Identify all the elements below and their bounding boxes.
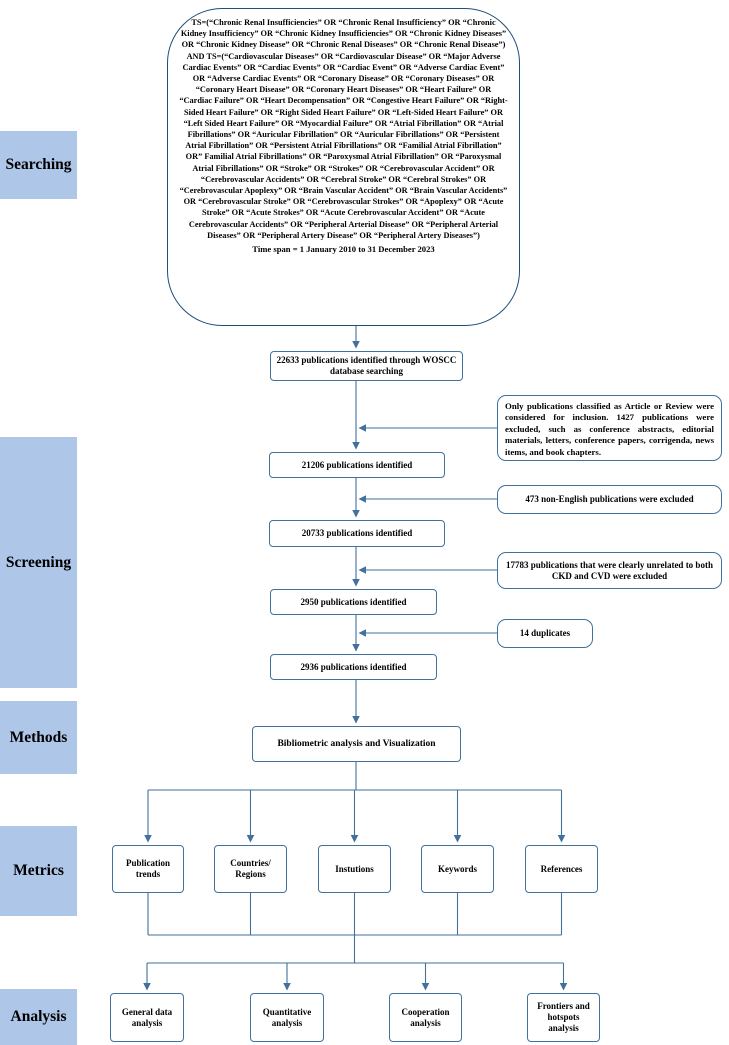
analysis-box-general-data: General data analysis: [110, 993, 184, 1042]
analysis-box-cooperation: Cooperation analysis: [389, 993, 462, 1042]
flow-box-identified-2: 21206 publications identified: [269, 452, 445, 478]
exclusion-box-article-review: Only publications classified as Article or Review were considered for inclusion. 1427 publications were excluded, such as conference abstracts, editorial materials, letters, conference papers, corrigenda, news items, and book chapters.: [497, 395, 722, 461]
stage-label-methods: Methods: [0, 701, 77, 774]
exclusion-box-unrelated: 17783 publications that were clearly unrelated to both CKD and CVD were excluded: [497, 552, 722, 589]
flow-box-identified-4: 2950 publications identified: [270, 589, 437, 615]
stage-label-searching: Searching: [0, 131, 77, 199]
stage-label-analysis: Analysis: [0, 989, 77, 1045]
analysis-branch-lines: [147, 893, 564, 989]
flow-box-identified-5: 2936 publications identified: [270, 654, 437, 680]
metrics-branch-lines: [148, 762, 562, 841]
flow-box-methods: Bibliometric analysis and Visualization: [252, 726, 461, 762]
search-query-text: TS=(“Chronic Renal Insufficiencies” OR “Chronic Renal Insufficiency” OR “Chronic Kidney Insufficiency” OR “Chronic Kidney Insufficiencies” OR “Chronic Kidney Diseases” OR “Chronic Kidney Disease” OR “Chronic Renal Diseases” OR “Chronic Renal Disease”) AND TS=(“Cardiovascular Diseases” OR “Cardiovascular Disease” OR “Major Adverse Cardiac Events” OR “Cardiac Events” OR “Cardiac Event” OR “Adverse Cardiac Event” OR “Adverse Cardiac Events” OR “Coronary Disease” OR “Coronary Diseases” OR “Coronary Heart Disease” OR “Coronary Heart Diseases” OR “Heart Failure” OR “Cardiac Failure” OR “Heart Decompensation” OR “Congestive Heart Failure” OR “Right-Sided Heart Failure” OR “Right Sided Heart Failure” OR “Left-Sided Heart Failure” OR “Left Sided Heart Failure” OR “Myocardial Failure” OR “Atrial Fibrillation” OR “Atrial Fibrillations” OR “Auricular Fibrillation” OR “Auricular Fibrillations” OR “Persistent Atrial Fibrillation” OR “Persistent Atrial Fibrillations” OR “Familial Atrial Fibrillation” OR” Familial Atrial Fibrillations” OR “Paroxysmal Atrial Fibrillation” OR “Paroxysmal Atrial Fibrillations” OR “Stroke” OR “Strokes” OR “Cerebrovascular Accident” OR “Cerebrovascular Accidents” OR “Cerebral Stroke” OR “Cerebral Strokes” OR “Cerebrovascular Apoplexy” OR “Brain Vascular Accident” OR “Brain Vascular Accidents” OR “Cerebrovascular Stroke” OR “Cerebrovascular Strokes” OR “Apoplexy” OR “Acute Stroke” OR “Acute Strokes” OR “Acute Cerebrovascular Accident” OR “Acute Cerebrovascular Accidents” OR “Peripheral Arterial Disease” OR “Peripheral Arterial Diseases” OR “Peripheral Artery Disease” OR “Peripheral Artery Diseases”): [179, 18, 508, 240]
exclusion-box-duplicates: 14 duplicates: [497, 619, 593, 648]
metric-box-countries-regions: Countries/ Regions: [214, 845, 287, 893]
analysis-box-quantitative: Quantitative analysis: [250, 993, 324, 1042]
exclusion-box-non-english: 473 non-English publications were excluded: [497, 485, 722, 514]
flow-box-identified-initial: 22633 publications identified through WOSCC database searching: [270, 351, 463, 381]
search-timespan: Time span = 1 January 2010 to 31 December 2023: [252, 244, 435, 255]
stage-label-metrics: Metrics: [0, 826, 77, 916]
flow-box-identified-3: 20733 publications identified: [269, 520, 445, 547]
metric-box-publication-trends: Publication trends: [112, 845, 184, 893]
metric-box-references: References: [525, 845, 598, 893]
search-query-box: [167, 8, 520, 326]
analysis-box-frontiers-hotspots: Frontiers and hotspots analysis: [527, 993, 600, 1042]
stage-label-screening: Screening: [0, 437, 77, 688]
metric-box-keywords: Keywords: [421, 845, 494, 893]
metric-box-institutions: Instutions: [318, 845, 391, 893]
